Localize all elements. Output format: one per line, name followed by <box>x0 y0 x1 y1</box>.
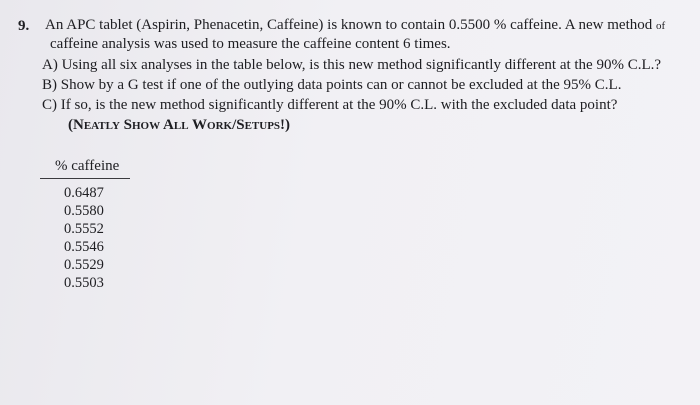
question-intro-tail: of <box>656 20 666 32</box>
caffeine-value: 0.5503 <box>64 275 104 291</box>
work-instruction: (Neatly Show All Work/Setups!) <box>68 117 291 133</box>
caffeine-table-header: % caffeine <box>55 158 120 174</box>
question-part-b: B) Show by a G test if one of the outlying data points can or cannot be excluded at the 95% C.L. <box>42 77 622 93</box>
caffeine-value: 0.5580 <box>64 203 104 219</box>
table-header-rule <box>40 178 130 179</box>
caffeine-value: 0.5552 <box>64 221 104 237</box>
caffeine-value: 0.6487 <box>64 185 104 201</box>
caffeine-value: 0.5529 <box>64 257 104 273</box>
caffeine-values-list <box>64 184 104 292</box>
question-part-c: C) If so, is the new method significantly different at the 90% C.L. with the excluded data point? <box>42 97 618 113</box>
question-number: 9. <box>18 18 30 34</box>
question-intro-line2: caffeine analysis was used to measure the caffeine content 6 times. <box>50 36 451 52</box>
caffeine-value: 0.5546 <box>64 239 104 255</box>
question-part-a: A) Using all six analyses in the table below, is this new method significantly different at the 90% C.L.? <box>42 57 662 73</box>
question-intro-text: An APC tablet (Aspirin, Phenacetin, Caffeine) is known to contain 0.5500 % caffeine. A new method <box>45 17 653 33</box>
question-intro-line1 <box>45 16 665 35</box>
